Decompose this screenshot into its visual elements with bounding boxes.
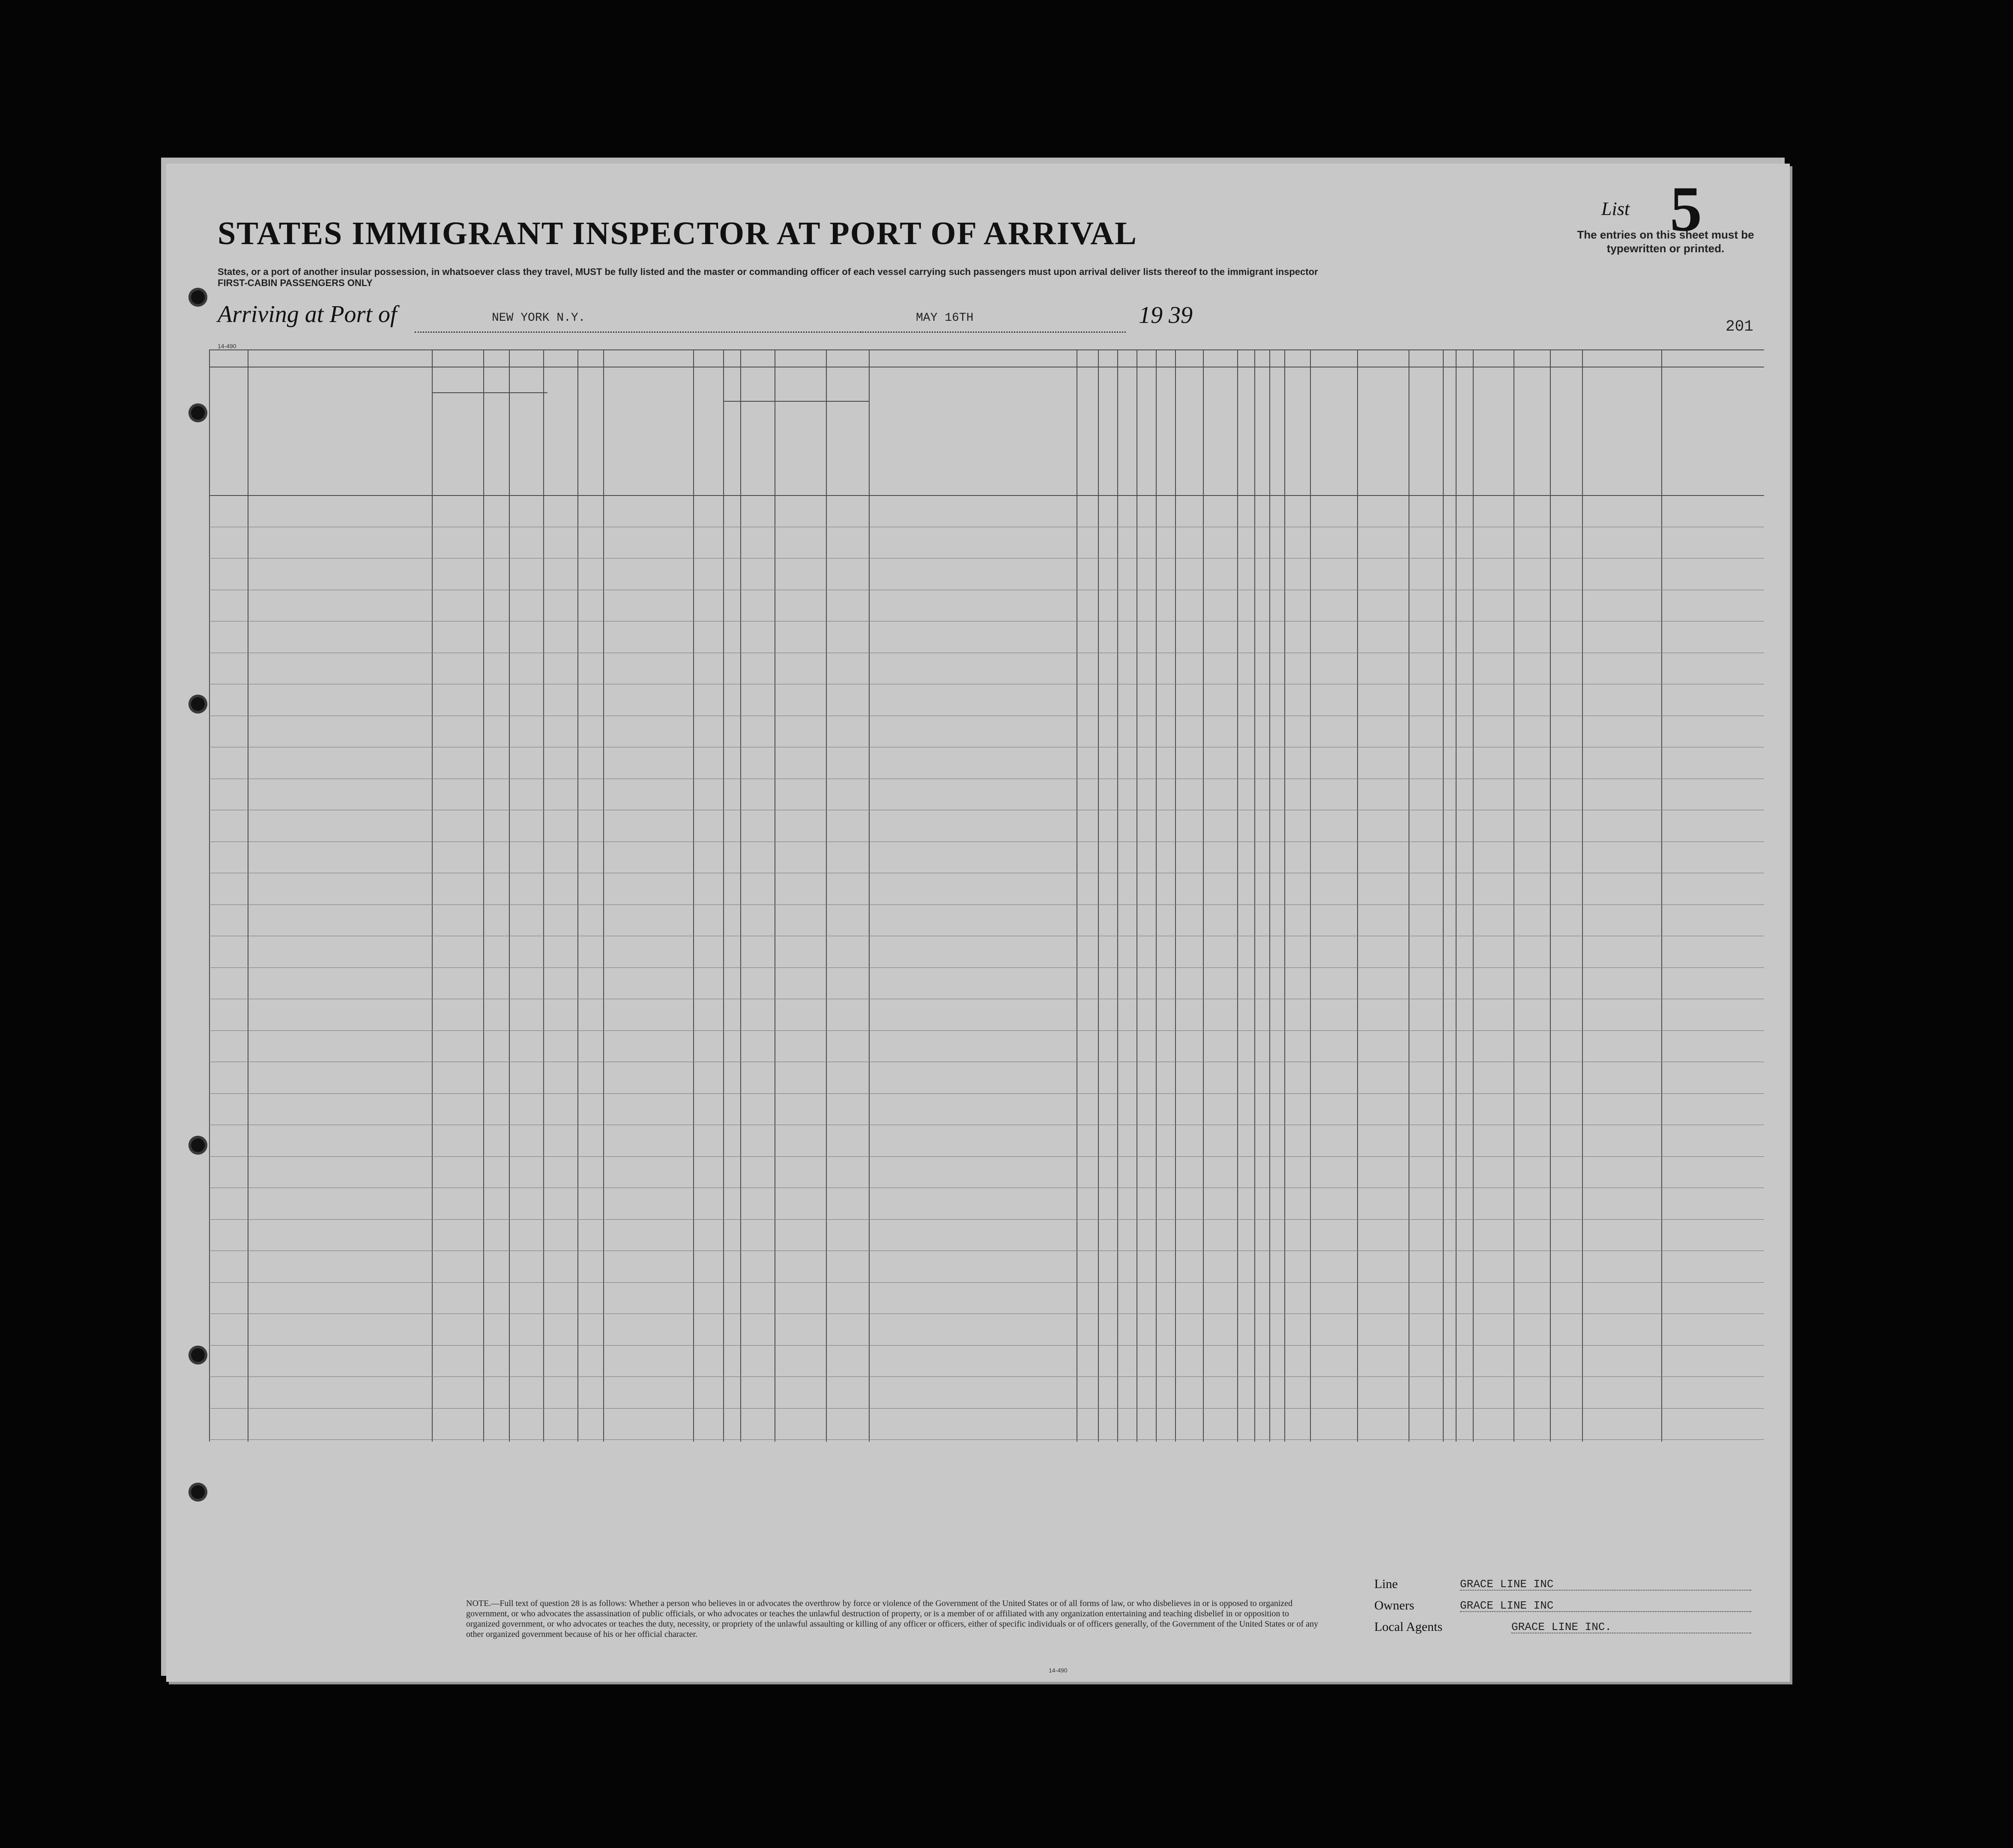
grid-column-line (483, 349, 484, 1442)
grid-column-line (723, 349, 724, 1442)
grid-row-line (209, 349, 1764, 350)
instruction-text (218, 266, 1631, 289)
grid-row-line (209, 1376, 1764, 1377)
grid-column-line (577, 349, 578, 1442)
form-number-footer: 14-490 (1049, 1667, 1068, 1674)
grid-column-line (1269, 349, 1270, 1442)
arrival-port: NEW YORK N.Y. (492, 311, 586, 325)
header-divider (723, 401, 869, 402)
grid-column-line (693, 349, 694, 1442)
form-number: 14-490 (218, 343, 236, 349)
instruction-line: States, or a port of another insular possession, in whatsoever class they travel, MUST be fully listed and the master or commanding officer of each vessel carrying such passengers must upon arrival deliver lists thereof to the immigrant inspector (218, 266, 1318, 277)
footnote: NOTE.—Full text of question 28 is as follows: Whether a person who believes in or advocates the overthrow by force or violence of the Government of the United States or of all forms of law, or who disbelieves in or is opposed to organized government, or who advocates the assassination of public officials, or who advocates or teaches the unlawful destruction of property, or is a member of or affiliated with any organization entertaining and teaching disbelief in or opposition to organized government, or who advocates or teaches the duty, necessity, or propriety of the unlawful assaulting or killing of any officer or officers, either of specific individuals or of officers generally, of the Government of the United States or of any other organized government because of his or her official character. (466, 1599, 1319, 1639)
grid-column-line (1582, 349, 1583, 1442)
binder-hole (188, 695, 207, 714)
grid-column-line (1156, 349, 1157, 1442)
grid-column-line (1456, 349, 1457, 1442)
grid-row-line (209, 495, 1764, 496)
binder-hole (188, 1483, 207, 1502)
grid-column-line (1203, 349, 1204, 1442)
grid-row-line (209, 1093, 1764, 1094)
grid-row-line (209, 967, 1764, 968)
grid-column-line (1661, 349, 1662, 1442)
binder-hole (188, 1346, 207, 1364)
owners-value: GRACE LINE INC (1460, 1599, 1554, 1612)
line-value: GRACE LINE INC (1460, 1578, 1554, 1591)
grid-column-line (1310, 349, 1311, 1442)
manifest-table (209, 349, 1764, 1442)
grid-row-line (209, 1345, 1764, 1346)
grid-column-line (1117, 349, 1118, 1442)
grid-column-line (1443, 349, 1444, 1442)
owners-underline (1460, 1611, 1751, 1612)
grid-column-line (1473, 349, 1474, 1442)
agents-value: GRACE LINE INC. (1511, 1621, 1612, 1633)
list-number: 5 (1670, 173, 1702, 245)
manifest-sheet (166, 164, 1790, 1682)
grid-column-line (826, 349, 827, 1442)
grid-column-line (1098, 349, 1099, 1442)
grid-column-line (543, 349, 544, 1442)
list-note: The entries on this sheet must be typewritten or printed. (1577, 228, 1754, 255)
grid-column-line (1513, 349, 1514, 1442)
page-title: STATES IMMIGRANT INSPECTOR AT PORT OF ARRIVAL (218, 215, 1137, 251)
grid-column-line (432, 349, 433, 1442)
grid-row-line (209, 1030, 1764, 1031)
grid-column-line (1254, 349, 1255, 1442)
grid-column-line (1284, 349, 1285, 1442)
binder-hole (188, 288, 207, 307)
grid-column-line (1357, 349, 1358, 1442)
class-note: FIRST-CABIN PASSENGERS ONLY (218, 278, 373, 288)
arriving-label: Arriving at Port of (218, 301, 397, 328)
page-number: 201 (1726, 318, 1753, 335)
grid-column-line (1550, 349, 1551, 1442)
grid-row-line (209, 1282, 1764, 1283)
arrival-year: 19 39 (1139, 302, 1193, 328)
line-label: Line (1374, 1577, 1398, 1591)
owners-label: Owners (1374, 1598, 1415, 1612)
grid-column-line (603, 349, 604, 1442)
grid-row-line (209, 1156, 1764, 1157)
agents-label: Local Agents (1374, 1620, 1443, 1634)
date-line (860, 331, 1126, 333)
binder-hole (188, 403, 207, 422)
grid-column-line (740, 349, 741, 1442)
grid-row-line (209, 1219, 1764, 1220)
grid-column-line (209, 349, 210, 1442)
grid-column-line (1237, 349, 1238, 1442)
grid-column-line (1175, 349, 1176, 1442)
grid-row-line (209, 1408, 1764, 1409)
header-divider (432, 392, 547, 393)
grid-column-line (509, 349, 510, 1442)
binder-hole (188, 1136, 207, 1155)
list-label: List (1601, 198, 1630, 219)
arrival-date: MAY 16TH (916, 311, 974, 325)
grid-row-line (209, 1439, 1764, 1440)
line-underline (1460, 1590, 1751, 1591)
grid-column-line (869, 349, 870, 1442)
